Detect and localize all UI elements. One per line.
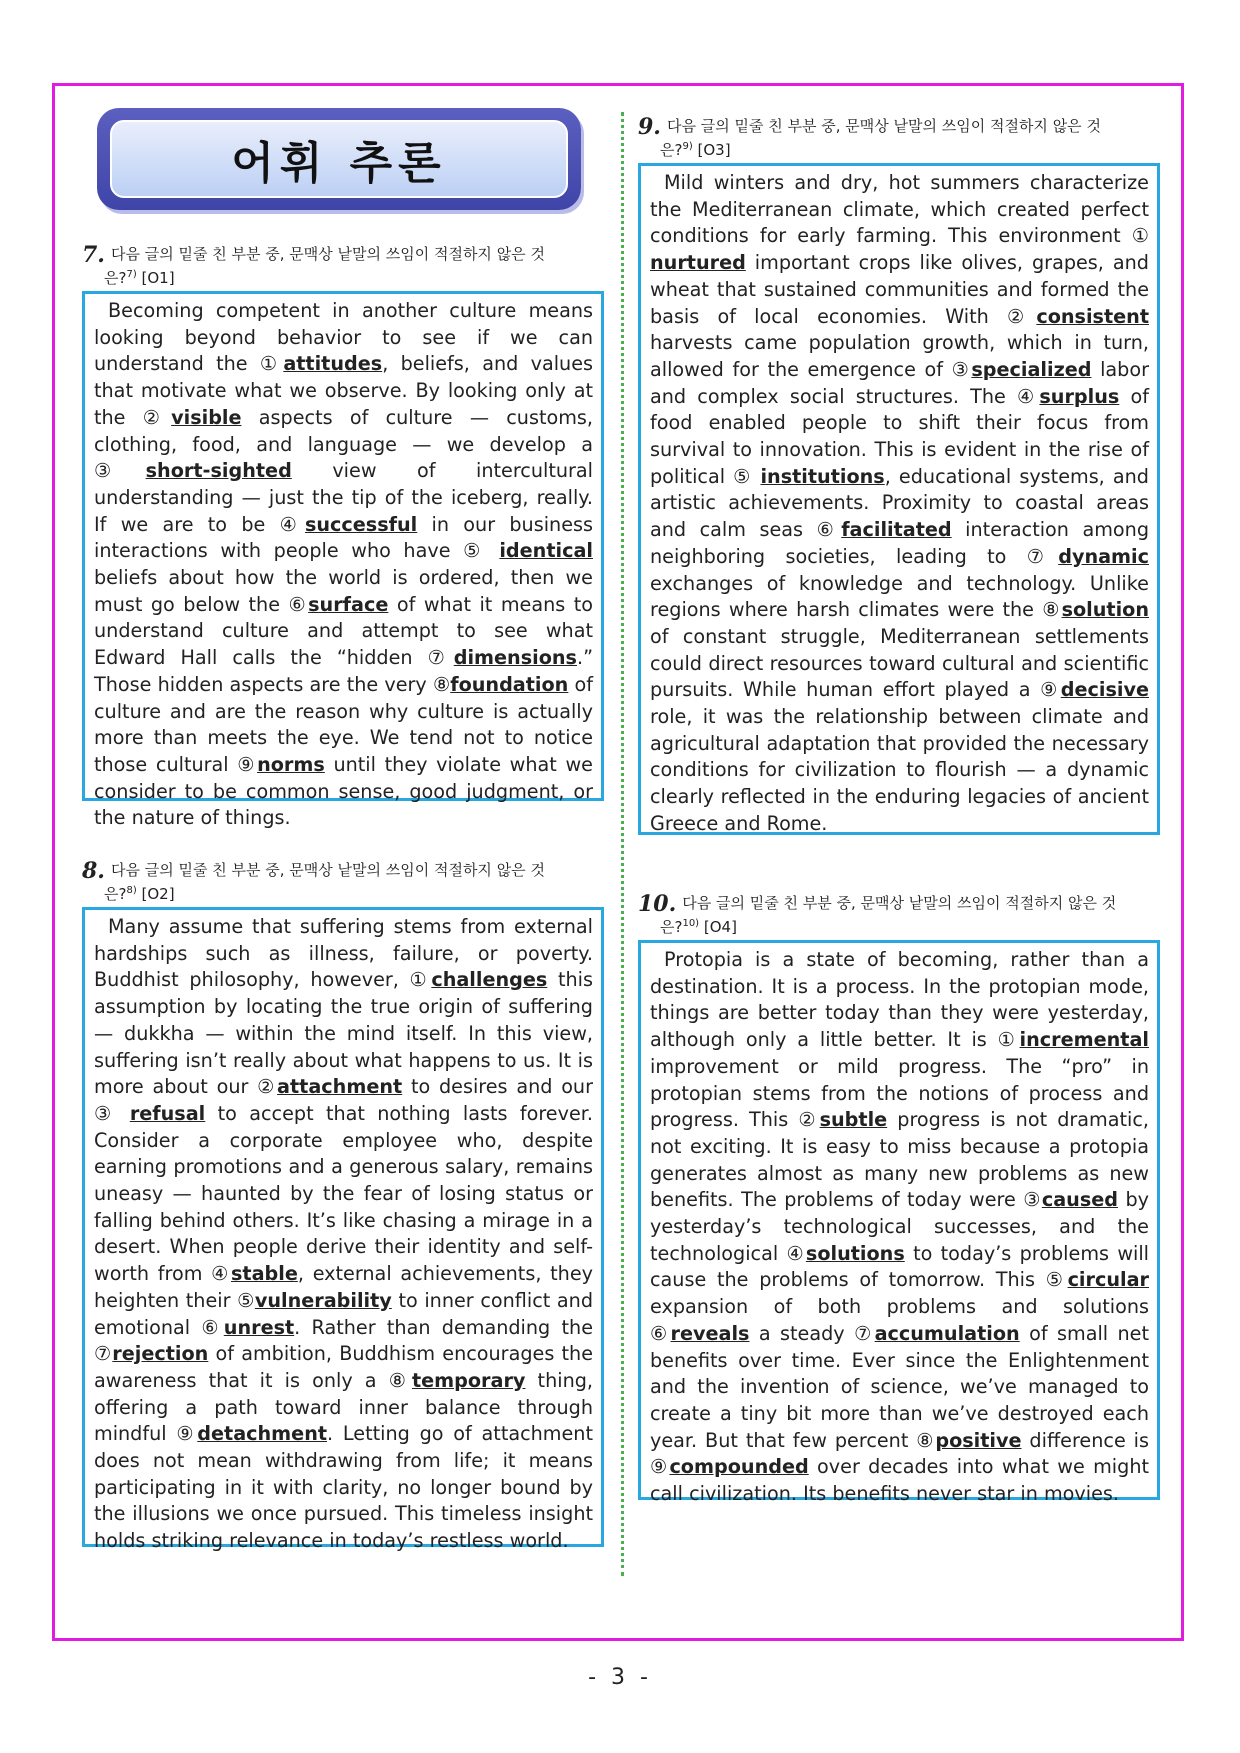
underlined-choice: successful xyxy=(304,512,418,536)
choice-number: ⑦ xyxy=(1026,544,1059,568)
choice-number: ⑥ xyxy=(201,1315,224,1339)
underlined-choice: foundation xyxy=(450,672,569,696)
underlined-choice: visible xyxy=(171,405,242,429)
passage-run: improvement or mild progress. The “pro” in protopian stems from the notions of process and progress. This xyxy=(650,1054,1149,1132)
choice-number: ② xyxy=(142,405,172,429)
passage-run: , educational systems, and artistic achievements. Proximity to coastal areas and calm seas xyxy=(650,464,1149,542)
underlined-choice: compounded xyxy=(669,1455,809,1479)
choice-number: ⑦ xyxy=(854,1321,875,1345)
passage-run: a steady xyxy=(749,1321,855,1345)
passage-run: view of intercultural understanding — just the tip of the iceberg, really. If we are to be xyxy=(94,459,594,536)
passage-run: to accept that nothing lasts forever. Consider a corporate employee who, despite earning promotions and a generous salary, remains uneasy — haunted by the fear of losing status or falling behind others. It’s like chasing a mirage in a desert. When people derive their identity and self-worth from xyxy=(94,1101,593,1286)
choice-number: ⑧ xyxy=(916,1428,936,1452)
choice-number: ② xyxy=(257,1075,278,1099)
underlined-choice: unrest xyxy=(223,1315,295,1339)
question-code: [O3] xyxy=(697,141,731,159)
question-header xyxy=(638,116,1160,138)
choice-number: ④ xyxy=(279,512,305,536)
choice-number: ⑥ xyxy=(816,518,842,542)
passage-run: labor and complex social structures. The xyxy=(650,357,1149,408)
passage-run: Protopia is a state of becoming, rather than a destination. It is a process. In the protopian mode, things are better today than they were yesterday, although only a little better. It is xyxy=(650,948,1149,1052)
question-header xyxy=(638,893,1160,915)
underlined-choice: facilitated xyxy=(841,518,952,542)
choice-number: ⑤ xyxy=(1045,1268,1068,1292)
passage-run: to inner conflict and emotional xyxy=(94,1288,593,1339)
passage-run: exchanges of knowledge and technology. Unlike regions where harsh climates were the xyxy=(650,571,1149,622)
underlined-choice: solutions xyxy=(805,1241,905,1265)
choice-number: ② xyxy=(798,1108,820,1132)
passage-box xyxy=(82,907,604,1553)
choice-number: ④ xyxy=(786,1241,806,1265)
choice-number: ③ xyxy=(94,459,146,483)
passage-box xyxy=(638,940,1160,1506)
choice-number: ⑨ xyxy=(237,752,258,776)
passage-run: .” Those hidden aspects are the very xyxy=(94,646,594,696)
question-code: [O2] xyxy=(141,885,175,903)
passage-run: expansion of both problems and solutions xyxy=(650,1295,1149,1319)
underlined-choice: identical xyxy=(499,539,593,563)
underlined-choice: specialized xyxy=(971,357,1092,381)
underlined-choice: decisive xyxy=(1060,678,1149,702)
choice-number: ② xyxy=(1007,304,1037,328)
question-instruction-tail: 은?$^{9)}$ [O3] xyxy=(660,141,731,159)
question-instruction-tail: 은?$^{7)}$ [O1] xyxy=(104,269,175,287)
question-7 xyxy=(82,242,604,830)
passage-text xyxy=(650,170,1149,838)
choice-number: ⑨ xyxy=(650,1455,670,1479)
choice-number: ⑧ xyxy=(1042,598,1062,622)
choice-number: ⑦ xyxy=(427,646,454,670)
underlined-choice: challenges xyxy=(431,968,548,992)
question-instruction: 다음 글의 밑줄 친 부분 중, 문맥상 낱말의 쓰임이 적절하지 않은 것 xyxy=(110,861,545,879)
passage-run: of food enabled people to shift their focus from survival to innovation. This is evident in the rise of political ⑤ xyxy=(650,384,1150,488)
passage-run: interaction among neighboring societies, leading to xyxy=(650,518,1150,568)
choice-number: ③ xyxy=(1023,1188,1042,1212)
question-number: 8. xyxy=(82,858,105,884)
question-instruction: 다음 글의 밑줄 친 부분 중, 문맥상 낱말의 쓰임이 적절하지 않은 것 xyxy=(666,117,1101,135)
underlined-choice: positive xyxy=(935,1428,1022,1452)
underlined-choice: stable xyxy=(230,1262,298,1286)
choice-number: ① xyxy=(259,352,284,376)
passage-run: of culture and are the reason why culture is actually more than meets the eye. We tend not to notice those cultural xyxy=(94,672,593,776)
passage-run: over decades into what we might call civilization. Its benefits never star in movies. xyxy=(650,1455,1149,1506)
page-number: - 3 - xyxy=(588,1665,652,1690)
passage-run: Many assume that suffering stems from external hardships such as illness, failure, or poverty. Buddhist philosophy, however, xyxy=(94,915,593,992)
question-instruction: 다음 글의 밑줄 친 부분 중, 문맥상 낱말의 쓰임이 적절하지 않은 것 xyxy=(110,245,545,263)
underlined-choice: solution xyxy=(1061,598,1149,622)
underlined-choice: refusal xyxy=(129,1101,206,1125)
underlined-choice: temporary xyxy=(411,1368,526,1392)
passage-run: role, it was the relationship between climate and agricultural adaptation that provided the necessary conditions for civilization to flourish — a dynamic clearly reflected in the enduring legacies of ancient Greece and Rome. xyxy=(650,705,1149,835)
underlined-choice: rejection xyxy=(112,1342,209,1366)
choice-number: ④ xyxy=(1017,384,1040,408)
underlined-choice: detachment xyxy=(197,1422,328,1446)
underlined-choice: institutions xyxy=(760,464,885,488)
passage-run: to desires and our ③ xyxy=(94,1075,593,1125)
passage-run: difference is xyxy=(1021,1428,1149,1452)
passage-box xyxy=(82,291,604,830)
underlined-choice: short-sighted xyxy=(145,459,292,483)
underlined-choice: surface xyxy=(308,592,389,616)
choice-number: ⑧ xyxy=(388,1368,412,1392)
question-header xyxy=(82,860,604,882)
question-9 xyxy=(638,116,1160,835)
question-code: [O1] xyxy=(141,269,175,287)
passage-run: in our business interactions with people who have ⑤ xyxy=(94,512,593,563)
underlined-choice: surplus xyxy=(1039,384,1120,408)
choice-number: ③ xyxy=(951,357,972,381)
underlined-choice: dimensions xyxy=(453,646,577,670)
passage-text xyxy=(94,914,593,1555)
question-8 xyxy=(82,858,604,1553)
choice-number: ⑧ xyxy=(432,672,451,696)
passage-run: , beliefs, and values that motivate what we observe. By looking only at the xyxy=(94,352,593,429)
question-header xyxy=(82,244,604,266)
footnote-mark: 8) xyxy=(126,885,137,896)
underlined-choice: attitudes xyxy=(283,352,383,376)
question-code: [O4] xyxy=(703,918,737,936)
choice-number: ⑦ xyxy=(94,1342,113,1366)
footnote-mark: 9) xyxy=(682,141,693,152)
underlined-choice: incremental xyxy=(1019,1028,1149,1052)
question-number: 7. xyxy=(82,242,105,268)
passage-run: this assumption by locating the true origin of suffering — dukkha — within the mind itself. In this view, suffering isn’t really about what happens to us. It is more about our xyxy=(94,968,593,1099)
passage-run: of small net benefits over time. Ever since the Enlightenment and the invention of science, we’ve managed to create a tiny bit more than we’ve destroyed each year. But that few percent xyxy=(650,1321,1150,1452)
choice-number: ① xyxy=(997,1028,1020,1052)
choice-number: ④ xyxy=(211,1262,231,1286)
underlined-choice: vulnerability xyxy=(254,1288,392,1312)
passage-run: until they violate what we consider to be common sense, good judgment, or the nature of things. xyxy=(94,752,593,830)
question-instruction: 다음 글의 밑줄 친 부분 중, 문맥상 낱말의 쓰임이 적절하지 않은 것 xyxy=(682,894,1117,912)
column-divider xyxy=(621,112,624,1576)
underlined-choice: attachment xyxy=(277,1075,403,1099)
underlined-choice: consistent xyxy=(1036,304,1149,328)
passage-text xyxy=(94,298,593,832)
passage-run: Becoming competent in another culture means looking beyond behavior to see if we can understand the xyxy=(94,299,593,376)
choice-number: ① xyxy=(409,968,432,992)
section-title: 어휘 추론 xyxy=(231,138,447,189)
passage-box xyxy=(638,163,1160,835)
passage-run: beliefs about how the world is ordered, then we must go below the xyxy=(94,566,593,616)
choice-number: ⑤ xyxy=(237,1288,255,1312)
choice-number: ⑥ xyxy=(288,592,309,616)
passage-run: of what it means to understand culture and attempt to see what Edward Hall calls the “hidden xyxy=(94,592,593,670)
choice-number: ⑥ xyxy=(650,1321,671,1345)
footnote-mark: 10) xyxy=(682,918,700,929)
question-number: 9. xyxy=(638,114,661,140)
section-title-banner xyxy=(97,108,581,210)
underlined-choice: accumulation xyxy=(874,1321,1020,1345)
passage-run: progress is not dramatic, not exciting. It is easy to miss because a protopia generates almost as many new problems as new benefits. The problems of today were xyxy=(650,1108,1149,1212)
passage-run: harvests came population growth, which in turn, allowed for the emergence of xyxy=(650,331,1149,381)
footnote-mark: 7) xyxy=(126,269,137,280)
choice-number: ⑨ xyxy=(1040,678,1061,702)
passage-run: . Rather than demanding the xyxy=(294,1315,594,1339)
passage-run: of ambition, Buddhism encourages the awareness that it is only a xyxy=(94,1342,593,1392)
question-number: 10. xyxy=(638,891,677,917)
question-10 xyxy=(638,891,1160,1506)
underlined-choice: nurtured xyxy=(650,251,746,275)
passage-run: thing, offering a path toward inner balance through mindful xyxy=(94,1368,594,1446)
passage-run: to today’s problems will cause the problems of tomorrow. This xyxy=(650,1241,1150,1292)
section-title-inner xyxy=(110,120,568,198)
underlined-choice: dynamic xyxy=(1058,544,1149,568)
choice-number: ⑨ xyxy=(176,1422,198,1446)
passage-run: . Letting go of attachment does not mean withdrawing from life; it means participating in it with clarity, no longer bound by the illusions we once pursued. This timeless insight holds striking relevance in today’s restless world. xyxy=(94,1422,593,1553)
question-instruction-tail: 은?$^{10)}$ [O4] xyxy=(660,918,737,936)
passage-run: of constant struggle, Mediterranean settlements could direct resources toward cultural and scientific pursuits. While human effort played a xyxy=(650,624,1149,702)
passage-run: aspects of culture — customs, clothing, food, and language — we develop a xyxy=(94,405,594,456)
passage-run: by yesterday’s technological successes, and the technological xyxy=(650,1188,1149,1265)
underlined-choice: reveals xyxy=(670,1321,750,1345)
passage-text xyxy=(650,947,1149,1508)
passage-run: Mild winters and dry, hot summers characterize the Mediterranean climate, which created perfect conditions for early farming. This environment ① xyxy=(650,171,1149,248)
passage-run: , external achievements, they heighten their xyxy=(94,1262,594,1312)
underlined-choice: subtle xyxy=(819,1108,888,1132)
underlined-choice: circular xyxy=(1067,1268,1149,1292)
underlined-choice: caused xyxy=(1041,1188,1118,1212)
underlined-choice: norms xyxy=(257,752,325,776)
passage-run: important crops like olives, grapes, and wheat that sustained communities and formed the basis of local economies. With xyxy=(650,251,1149,328)
question-instruction-tail: 은?$^{8)}$ [O2] xyxy=(104,885,175,903)
